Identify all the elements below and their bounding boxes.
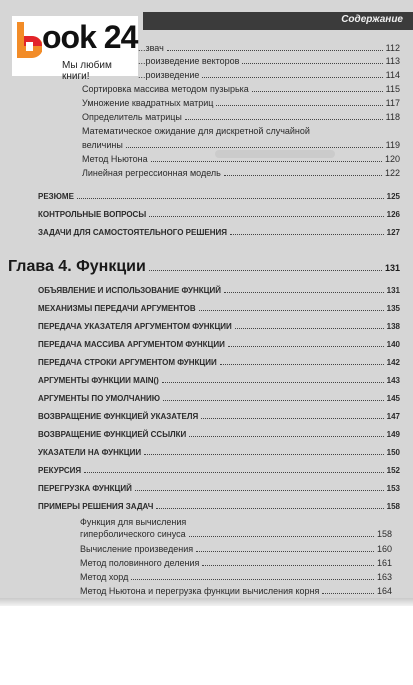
toc-subitem: величины 119	[82, 140, 400, 150]
toc-section: АРГУМЕНТЫ ФУНКЦИИ MAIN() 143	[38, 376, 400, 385]
book24-logo	[12, 16, 138, 82]
toc-section: УКАЗАТЕЛИ НА ФУНКЦИИ 150	[38, 448, 400, 457]
toc-section: ЗАДАЧИ ДЛЯ САМОСТОЯТЕЛЬНОГО РЕШЕНИЯ 127	[38, 228, 400, 237]
page-edge	[0, 598, 413, 606]
toc-subitem: Метод Ньютона и перегрузка функции вычисления корня 164	[80, 586, 392, 596]
toc-section: ПЕРЕДАЧА МАССИВА АРГУМЕНТОМ ФУНКЦИИ 140	[38, 340, 400, 349]
running-header: Содержание	[341, 14, 403, 25]
toc-subitem: Линейная регрессионная модель 122	[82, 168, 400, 178]
toc-section: КОНТРОЛЬНЫЕ ВОПРОСЫ 126	[38, 210, 400, 219]
toc-subitem: Метод половинного деления 161	[80, 558, 392, 568]
toc-subitem: ...роизведение 114	[138, 70, 400, 80]
toc-section: МЕХАНИЗМЫ ПЕРЕДАЧИ АРГУМЕНТОВ 135	[38, 304, 400, 313]
toc-section: ВОЗВРАЩЕНИЕ ФУНКЦИЕЙ УКАЗАТЕЛЯ 147	[38, 412, 400, 421]
toc-subitem: Сортировка массива методом пузырька 115	[82, 84, 400, 94]
chapter-heading: Глава 4. Функции 131	[8, 258, 400, 275]
toc-section: ПРИМЕРЫ РЕШЕНИЯ ЗАДАЧ 158	[38, 502, 400, 511]
toc-section: ВОЗВРАЩЕНИЕ ФУНКЦИЕЙ ССЫЛКИ 149	[38, 430, 400, 439]
toc-section: АРГУМЕНТЫ ПО УМОЛЧАНИЮ 145	[38, 394, 400, 403]
toc-section: ПЕРЕГРУЗКА ФУНКЦИЙ 153	[38, 484, 400, 493]
toc-section: ПЕРЕДАЧА СТРОКИ АРГУМЕНТОМ ФУНКЦИИ 142	[38, 358, 400, 367]
toc-section: РЕЗЮМЕ 125	[38, 192, 400, 201]
toc-subitem: Определитель матрицы 118	[82, 112, 400, 122]
toc-subitem-line1: Функция для вычисления	[80, 517, 187, 527]
toc-subitem: ...роизведение векторов 113	[138, 56, 400, 66]
book24-b-icon	[16, 22, 42, 62]
toc-subitem: ...звач 112	[138, 43, 400, 53]
toc-subitem: гиперболического синуса 158	[80, 529, 392, 539]
toc-subitem: Умножение квадратных матриц 117	[82, 98, 400, 108]
toc-section: ОБЪЯВЛЕНИЕ И ИСПОЛЬЗОВАНИЕ ФУНКЦИЙ 131	[38, 286, 400, 295]
toc-subitem: Вычисление произведения 160	[80, 544, 392, 554]
logo-tagline: Мы любим книги!	[62, 60, 112, 82]
toc-subitem-line1: Математическое ожидание для дискретной случайной	[82, 126, 310, 136]
toc-section: ПЕРЕДАЧА УКАЗАТЕЛЯ АРГУМЕНТОМ ФУНКЦИИ 138	[38, 322, 400, 331]
toc-section: РЕКУРСИЯ 152	[38, 466, 400, 475]
toc-subitem: Метод Ньютона 120	[82, 154, 400, 164]
toc-subitem: Метод хорд 163	[80, 572, 392, 582]
logo-wordmark: ook 24	[42, 19, 138, 55]
